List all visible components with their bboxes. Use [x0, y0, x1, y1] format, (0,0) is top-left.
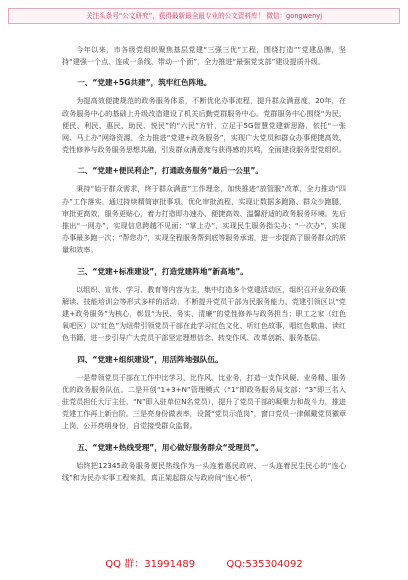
- section-heading-5: 五、“党建+热线受理”，用心做好服务群众“受理员”。: [77, 442, 263, 452]
- contact-footer: [0, 555, 408, 570]
- section-4-paragraph: 一是带领党员干部在工作中比学习、比作风、比业务，打造一支作风硬、业务精、服务优的政务服务队伍。二是开创“1+3+N”管理模式（“1”即政务服务局支部；“3”即三名入驻党员担任大厅主任，“N”即入驻单位N名党员），提升了党员干部的凝聚力和战斗力，推进党建工作再上新台阶。三是亮身份做表率，设置“党员示范岗”，窗口党员一律佩戴党员徽章上岗，公开亮明身份，自觉接受群众监督。: [62, 372, 347, 431]
- section-heading-1: 一、“党建+5G共建”，筑牢红色阵地。: [77, 78, 212, 88]
- qq-contact-label: QQ:535304092: [226, 559, 303, 570]
- section-5-paragraph: 始终把12345政务服务便民热线作为一头连着惠民政府、一头连着民生民心的“连心线”和为民办实事工程来抓，真正架起群众与政府间“连心桥”，: [62, 460, 346, 482]
- promo-banner: 关注头条号“公文研究”，获得最新最全最专业的公文资料库！ 微信：gongwenyj: [8, 8, 400, 24]
- intro-paragraph: 今年以来，市各级党组织聚焦基层党建“三强三优”工程，围绕打造“”党建品牌，坚持“建强一个点、连成一条线、带动一个面”，全力推进“最强党支部”建设提质升级。: [62, 45, 346, 67]
- section-heading-4: 四、“党建+组织建设”，用活阵地强队伍。: [77, 354, 223, 364]
- section-heading-3: 三、“党建+标准建设”，打造党建阵地“新高地”。: [77, 266, 248, 276]
- document-body: [62, 44, 346, 490]
- section-heading-2: 二、“党建+便民利企”，打通政务服务“最后一公里”。: [77, 166, 263, 176]
- section-1-paragraph: 为提高效便捷规范的政务服务体系，不断优化办事流程，提升群众满意度，20年，在政务服务中心的基础上升级改造建设了机关后勤党群服务中心。党群服务中心围绕“为民、便民、利民、惠民、助民、悦民”的“六民”方针，立足于5G智慧党建新思路，依托“一张网、马上办”网络资源，全力推进“党建+政务服务”，实现广大党员和群众办事便捷高效、党性修养与政务服务思想共融，引发群众满意度与获得感的共鸣，全面建设服务型党组织。: [62, 96, 346, 155]
- section-2-paragraph: 秉持“始于群众需求，终于群众满意”工作理念，加快推进“放管服”改革，全力推动“四办”工作落实，通过持续精简审批事项，优化审批流程，实现让数据多跑路、群众少跑腿，审批更高效，服务更贴心，着力打造即办速办、便捷高效、温馨舒适的政务服务环境。先后推出“一网办”，实现信息跨越不见面；“掌上办”，实现民生服务指尖办；“一次办”，实现办事最多跑一次；“帮您办”，实现全程服务帮到底等服务承诺，进一步提高了服务群众的质量和效率。: [62, 184, 347, 255]
- qq-group-label: QQ 群：31991489: [105, 559, 196, 570]
- section-3-paragraph: 以组织、宣传、学习、教育等内容为主，集中打造多个党建活动区，组织召开业务政策解读、技能培训会等形式多样的活动，不断提升党员干部为民服务能力。党建引领区以“党建+政务服务”为核心，彰显“为民、务实、清廉”的党性修养与政务担当；职工之家（红色氧吧区）以“红色”为纽带引领党员干部在此学习红色文化、听红色故事，唱红色歌曲、读红色书籍，进一步引导广大党员干部坚定理想信念、转变作风、改革创新、服务基层。: [62, 284, 347, 343]
